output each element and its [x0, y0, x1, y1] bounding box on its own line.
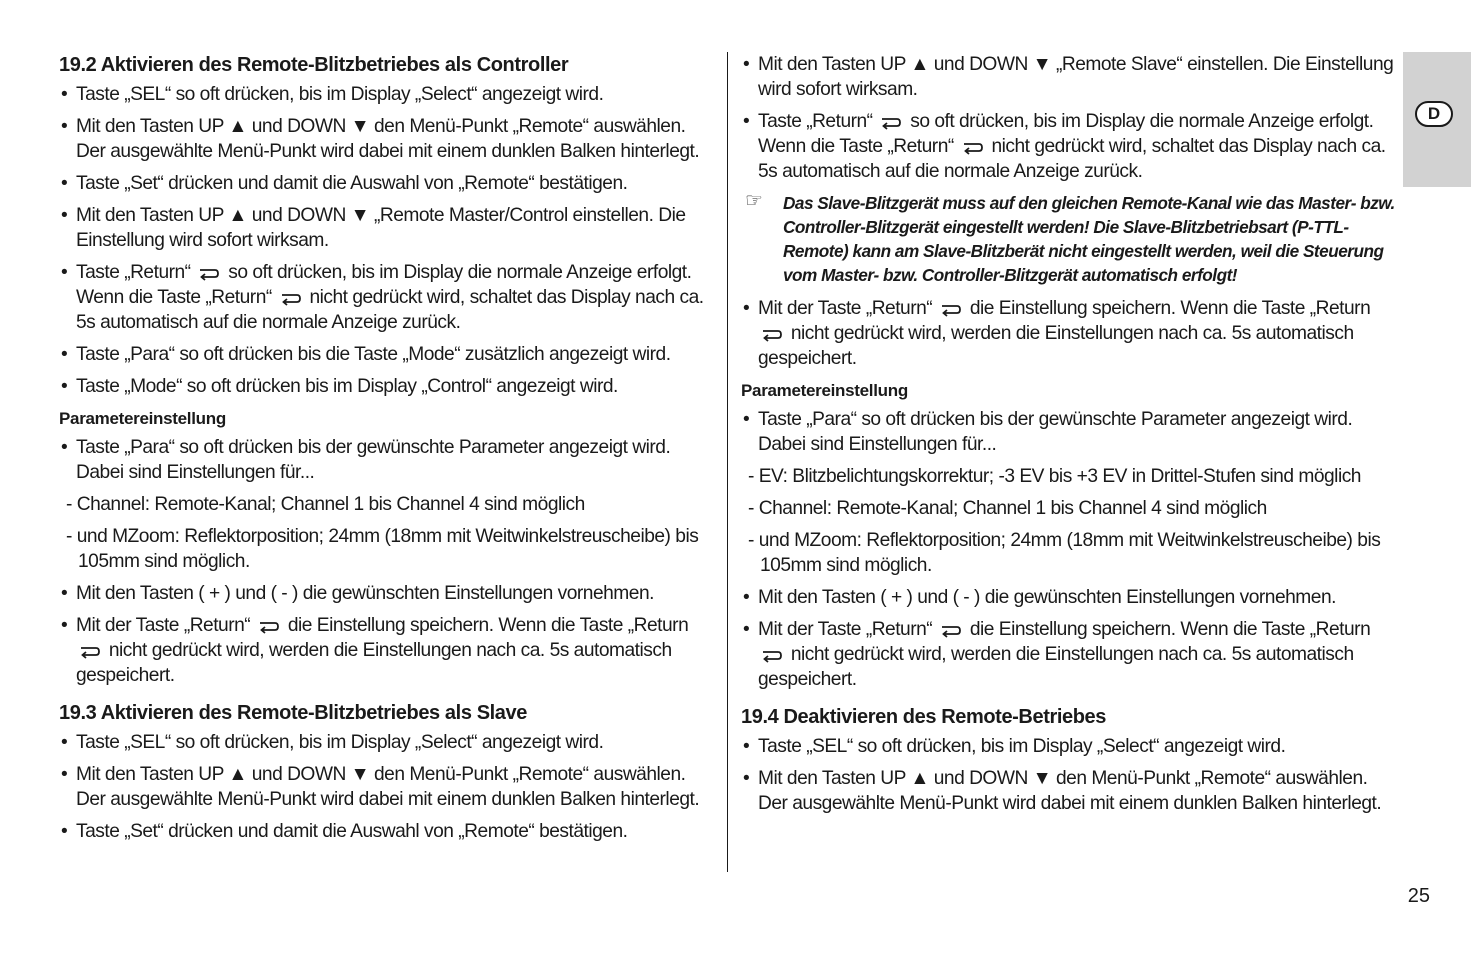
- text-segment: Mit der Taste „Return“: [758, 619, 933, 640]
- text-segment: nicht gedrückt wird, werden die Einstellungen nach ca. 5s automatisch gespeichert.: [76, 640, 672, 686]
- list-item: • Taste „SEL“ so oft drücken, bis im Display „Select“ angezeigt wird.: [59, 730, 719, 755]
- list-item: • Mit den Tasten UP ▲ und DOWN ▼ den Menü-Punkt „Remote“ auswählen. Der ausgewählte Menü-Punkt wird dabei mit einem dunklen Balken hinterlegt.: [59, 114, 719, 164]
- language-badge: D: [1415, 101, 1453, 127]
- text-segment: so oft drücken, bis im Display die normale Anzeige erfolgt. Wenn die Taste „Return“: [76, 262, 692, 308]
- list-item: • Mit den Tasten ( + ) und ( - ) die gewünschten Einstellungen vornehmen.: [741, 585, 1401, 610]
- return-icon: [961, 139, 985, 155]
- text-segment: nicht gedrückt wird, werden die Einstellungen nach ca. 5s automatisch gespeichert.: [758, 323, 1354, 369]
- list-item: • Taste „SEL“ so oft drücken, bis im Display „Select“ angezeigt wird.: [741, 734, 1401, 759]
- bullet-list: [59, 581, 719, 688]
- pointing-hand-icon: ☞: [745, 190, 763, 212]
- list-item: • Mit den Tasten UP ▲ und DOWN ▼ den Menü-Punkt „Remote“ auswählen. Der ausgewählte Menü-Punkt wird dabei mit einem dunklen Balken hinterlegt.: [741, 766, 1401, 816]
- return-icon: [939, 301, 963, 317]
- bullet-list: [741, 296, 1401, 371]
- text-segment: nicht gedrückt wird, werden die Einstellungen nach ca. 5s automatisch gespeichert.: [758, 644, 1354, 690]
- sub-item: - und MZoom: Reflektorposition; 24mm (18mm mit Weitwinkelstreuscheibe) bis 105mm sind möglich.: [748, 530, 1381, 576]
- note-block: [741, 191, 1401, 287]
- return-icon: [939, 622, 963, 638]
- list-item: • Taste „Set“ drücken und damit die Auswahl von „Remote“ bestätigen.: [59, 819, 719, 844]
- bullet-list: [741, 734, 1401, 816]
- text-segment: die Einstellung speichern. Wenn die Taste „Return: [287, 615, 689, 636]
- section-heading-19-4: 19.4 Deaktivieren des Remote-Betriebes: [741, 706, 1106, 728]
- list-item: • Taste „Para“ so oft drücken bis der gewünschte Parameter angezeigt wird. Dabei sind Einstellungen für...: [741, 407, 1401, 457]
- text-segment: die Einstellung speichern. Wenn die Taste „Return: [969, 298, 1371, 319]
- bullet-list: [59, 730, 719, 844]
- return-icon: [760, 326, 784, 342]
- list-item: • Mit den Tasten UP ▲ und DOWN ▼ „Remote Master/Control einstellen. Die Einstellung wird sofort wirksam.: [59, 203, 719, 253]
- return-icon: [257, 618, 281, 634]
- text-segment: Mit der Taste „Return“: [76, 615, 251, 636]
- text-segment: Taste „Return“: [758, 111, 873, 132]
- list-item: [741, 109, 1401, 184]
- bullet-list: [59, 435, 719, 485]
- sub-item: - Channel: Remote-Kanal; Channel 1 bis Channel 4 sind möglich: [748, 498, 1267, 519]
- text-segment: die Einstellung speichern. Wenn die Taste „Return: [969, 619, 1371, 640]
- right-column: [741, 52, 1401, 823]
- list-item: • Taste „Para“ so oft drücken bis der gewünschte Parameter angezeigt wird. Dabei sind Einstellungen für...: [59, 435, 719, 485]
- text-segment: nicht gedrückt wird, schaltet das Display nach ca. 5s automatisch auf die normale Anzeige zurück.: [76, 287, 704, 333]
- sub-item: - Channel: Remote-Kanal; Channel 1 bis Channel 4 sind möglich: [66, 494, 585, 515]
- note-text: Das Slave-Blitzgerät muss auf den gleichen Remote-Kanal wie das Master- bzw. Controller-Blitzgerät eingestellt werden! Die Slave-Blitzbetriebsart (P-TTL-Remote) kann am Slave-Blitzberät nicht eingestellt werden, weil die Steuerung vom Master- bzw. Controller-Blitzgerät automatisch erfolgt!: [783, 193, 1395, 285]
- section-heading-19-3: 19.3 Aktivieren des Remote-Blitzbetriebes als Slave: [59, 702, 527, 724]
- list-item: [59, 613, 719, 688]
- left-column: [59, 52, 719, 851]
- sub-item: - und MZoom: Reflektorposition; 24mm (18mm mit Weitwinkelstreuscheibe) bis 105mm sind möglich.: [66, 526, 699, 572]
- list-item: • Taste „Mode“ so oft drücken bis im Display „Control“ angezeigt wird.: [59, 374, 719, 399]
- list-item: • Taste „SEL“ so oft drücken, bis im Display „Select“ angezeigt wird.: [59, 82, 719, 107]
- list-item: • Mit den Tasten UP ▲ und DOWN ▼ den Menü-Punkt „Remote“ auswählen. Der ausgewählte Menü-Punkt wird dabei mit einem dunklen Balken hinterlegt.: [59, 762, 719, 812]
- return-icon: [760, 647, 784, 663]
- bullet-list: [741, 585, 1401, 692]
- list-item: [59, 260, 719, 335]
- list-item: • Mit den Tasten UP ▲ und DOWN ▼ „Remote Slave“ einstellen. Die Einstellung wird sofort wirksam.: [741, 52, 1401, 102]
- bullet-list: [741, 52, 1401, 184]
- list-item: • Mit den Tasten ( + ) und ( - ) die gewünschten Einstellungen vornehmen.: [59, 581, 719, 606]
- section-heading-19-2: 19.2 Aktivieren des Remote-Blitzbetriebes als Controller: [59, 54, 569, 76]
- return-icon: [879, 114, 903, 130]
- return-icon: [279, 290, 303, 306]
- bullet-list: [741, 407, 1401, 457]
- page-number: 25: [1407, 885, 1430, 907]
- sub-item: - EV: Blitzbelichtungskorrektur; -3 EV bis +3 EV in Drittel-Stufen sind möglich: [748, 466, 1361, 487]
- list-item: [741, 617, 1401, 692]
- return-icon: [197, 265, 221, 281]
- text-segment: nicht gedrückt wird, schaltet das Display nach ca. 5s automatisch auf die normale Anzeige zurück.: [758, 136, 1386, 182]
- parameter-heading: Parametereinstellung: [59, 409, 226, 428]
- text-segment: so oft drücken, bis im Display die normale Anzeige erfolgt. Wenn die Taste „Return“: [758, 111, 1374, 157]
- bullet-list: [59, 82, 719, 399]
- parameter-heading: Parametereinstellung: [741, 381, 908, 400]
- text-segment: Mit der Taste „Return“: [758, 298, 933, 319]
- text-segment: Taste „Return“: [76, 262, 191, 283]
- list-item: • Taste „Set“ drücken und damit die Auswahl von „Remote“ bestätigen.: [59, 171, 719, 196]
- list-item: [741, 296, 1401, 371]
- list-item: • Taste „Para“ so oft drücken bis die Taste „Mode“ zusätzlich angezeigt wird.: [59, 342, 719, 367]
- return-icon: [78, 643, 102, 659]
- column-divider: [727, 52, 728, 872]
